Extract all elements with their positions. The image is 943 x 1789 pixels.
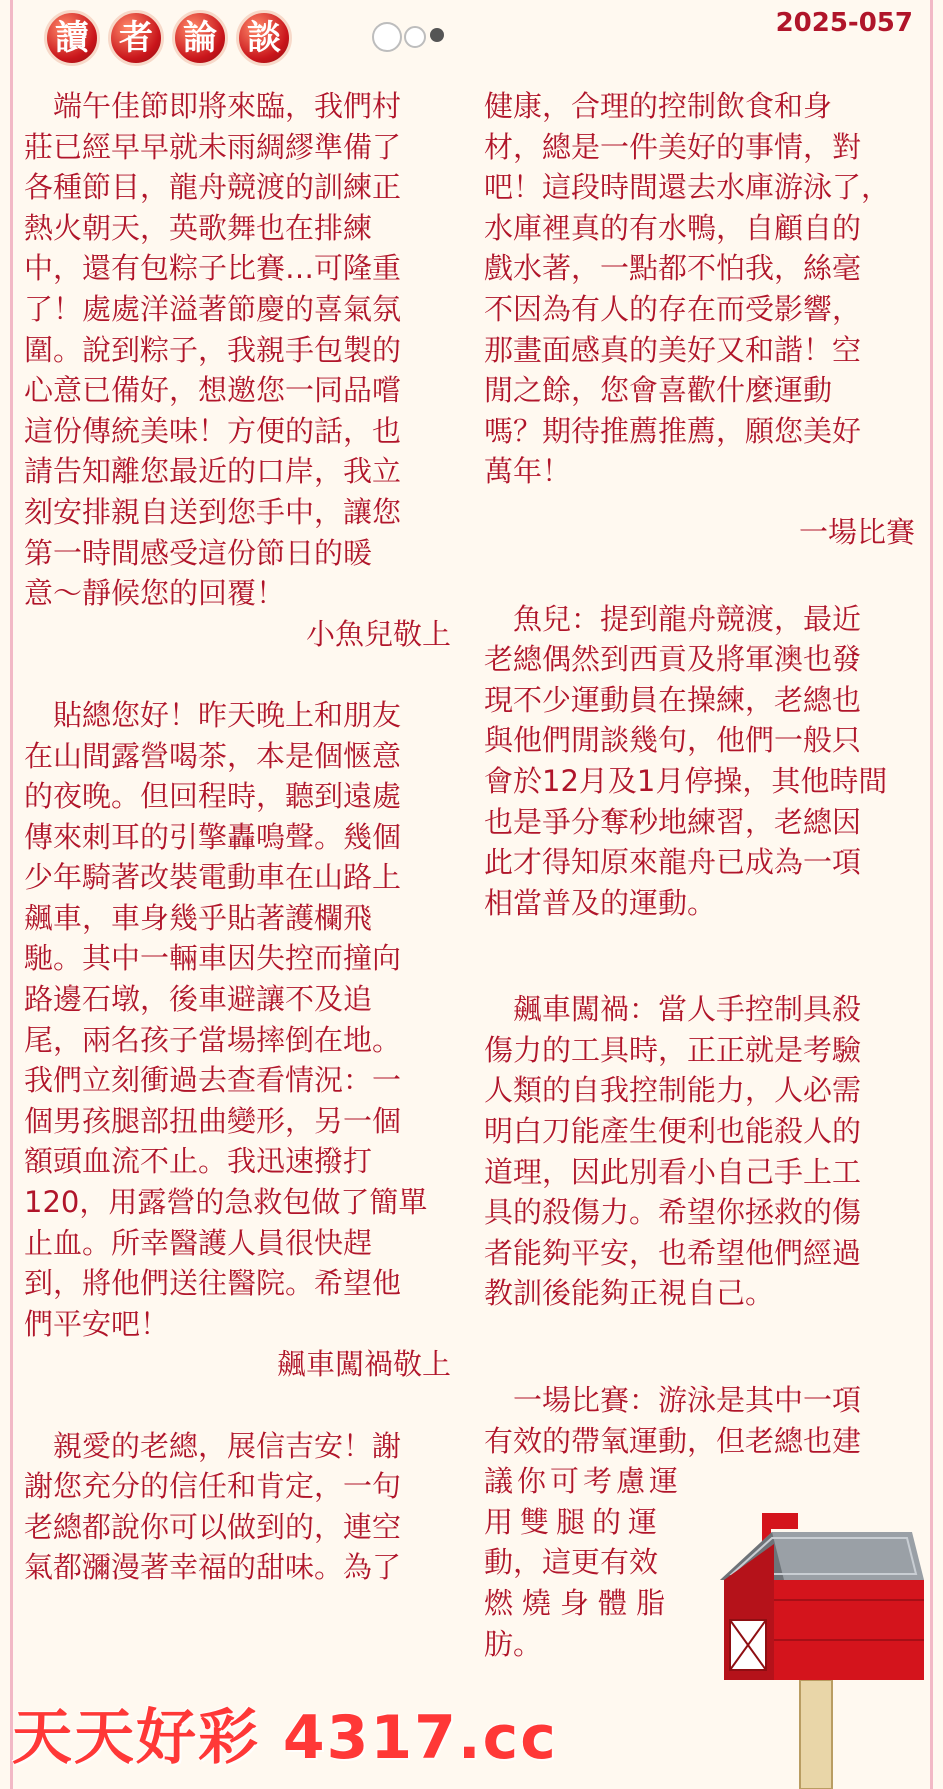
letter-line: 在山間露營喝茶，本是個愜意	[24, 738, 402, 773]
reply-line: 用雙腿的運	[484, 1504, 665, 1539]
reply-line: 動，這更有效	[484, 1545, 659, 1580]
title-char-2: 者	[108, 10, 164, 66]
reply-line: 教訓後能夠正視自己。	[484, 1276, 775, 1311]
site-watermark: 天天好彩 4317.cc	[12, 1703, 558, 1773]
letter-line: 親愛的老總，展信吉安！謝	[53, 1428, 402, 1463]
letter-line: 止血。所幸醫護人員很快趕	[24, 1225, 373, 1260]
letter-line: 的夜晚。但回程時，聽到遠處	[24, 779, 402, 814]
reply-line: 相當普及的運動。	[484, 885, 717, 920]
letter-xiaoyuer	[24, 86, 451, 654]
letter-line: 刻安排親自送到您手中，讓您	[24, 494, 402, 529]
reply-xiaoyuer	[484, 599, 915, 924]
letter-signature: 小魚兒敬上	[305, 616, 451, 651]
letter-line: 各種節目，龍舟競渡的訓練正	[24, 170, 402, 205]
letter-line: 額頭血流不止。我迅速撥打	[24, 1144, 373, 1179]
reply-line: 飆車闖禍：當人手控制具殺	[513, 992, 862, 1027]
letter-signature: 飆車闖禍敬上	[276, 1347, 451, 1382]
letter-line: 尾，兩名孩子當場摔倒在地。	[24, 1022, 402, 1057]
letter-line: 氣都瀰漫著幸福的甜味。為了	[24, 1550, 402, 1585]
reply-line: 傷力的工具時，正正就是考驗	[484, 1032, 862, 1067]
letter-line: 請告知離您最近的口岸，我立	[24, 454, 402, 489]
decor-dot-large	[372, 22, 402, 52]
letter-yichangbisai-continued	[484, 86, 915, 553]
letter-line: 謝您充分的信任和肯定，一句	[24, 1469, 402, 1504]
letter-line: 端午佳節即將來臨，我們村	[53, 89, 402, 123]
letter-line: 莊已經早早就未雨綢繆準備了	[24, 129, 402, 164]
letter-line: 水庫裡真的有水鴨，自顧自的	[484, 210, 862, 245]
reply-line: 與他們閒談幾句，他們一般只	[484, 723, 862, 758]
letter-line: 嗎？期待推薦推薦，願您美好	[484, 413, 862, 448]
reply-line: 具的殺傷力。希望你拯救的傷	[484, 1195, 862, 1230]
letter-line: 萬年！	[484, 454, 572, 489]
letter-line: 不因為有人的存在而受影響，	[484, 291, 862, 326]
letter-line: 第一時間感受這份節日的暖	[24, 535, 373, 570]
letter-line: 們平安吧！	[24, 1306, 170, 1341]
title-char-1: 讀	[44, 10, 100, 66]
letter-line: 到，將他們送往醫院。希望他	[24, 1266, 402, 1301]
letter-line: 傳來刺耳的引擎轟鳴聲。幾個	[24, 819, 402, 854]
letter-line: 飆車，車身幾乎貼著護欄飛	[24, 900, 373, 935]
reply-line: 明白刀能產生便利也能殺人的	[484, 1114, 862, 1149]
letter-line: 馳。其中一輛車因失控而撞向	[24, 941, 402, 976]
reply-line: 也是爭分奪秒地練習，老總因	[484, 804, 862, 839]
reply-line: 魚兒：提到龍舟競渡，最近	[513, 601, 862, 636]
letter-signature: 一場比賽	[798, 514, 915, 549]
letter-line: 戲水著，一點都不怕我，絲毫	[484, 251, 862, 286]
letter-line: 老總都說你可以做到的，連空	[24, 1509, 402, 1544]
reply-feiche	[484, 989, 915, 1314]
reply-line: 老總偶然到西貢及將軍澳也發	[484, 642, 862, 677]
reply-line: 一場比賽：游泳是其中一項	[513, 1383, 862, 1418]
letter-line: 少年騎著改裝電動車在山路上	[24, 860, 402, 895]
letter-line: 閒之餘，您會喜歡什麼運動	[484, 373, 833, 408]
letter-yichangbisai	[24, 1426, 451, 1588]
letter-line: 貼總您好！昨天晚上和朋友	[53, 697, 402, 732]
letter-line: 我們立刻衝過去查看情況：一	[24, 1063, 402, 1098]
letter-line: 吧！這段時間還去水庫游泳了，	[484, 170, 891, 205]
reply-narrow-block	[484, 1461, 712, 1664]
reply-line: 此才得知原來龍舟已成為一項	[484, 845, 862, 880]
letter-line: 意～靜候您的回覆！	[24, 576, 286, 611]
reply-line: 道理，因此別看小自己手上工	[484, 1154, 862, 1189]
issue-number: 2025-057	[775, 8, 913, 38]
letter-line: 120，用露營的急救包做了簡單	[24, 1185, 428, 1220]
letter-feiche	[24, 695, 451, 1385]
letter-line: 這份傳統美味！方便的話，也	[24, 413, 402, 448]
letter-line: 路邊石墩，後車避讓不及追	[24, 982, 373, 1017]
decor-dot-small	[430, 28, 444, 42]
reply-line: 肪。	[484, 1626, 543, 1661]
letter-line: 那畫面感真的美好又和諧！空	[484, 332, 862, 367]
letter-line: 材，總是一件美好的事情，對	[484, 129, 862, 164]
letter-line: 圍。說到粽子，我親手包製的	[24, 332, 402, 367]
letter-line: 熱火朝天，英歌舞也在排練	[24, 210, 373, 245]
reply-line: 人類的自我控制能力，人必需	[484, 1073, 862, 1108]
mailbox-illustration	[702, 1510, 932, 1789]
letter-line: 中，還有包粽子比賽…可隆重	[24, 251, 402, 286]
letter-line: 個男孩腿部扭曲變形，另一個	[24, 1103, 402, 1138]
letter-line: 了！處處洋溢著節慶的喜氣氛	[24, 291, 402, 326]
decor-dot-medium	[404, 26, 426, 48]
reply-line: 現不少運動員在操練，老總也	[484, 682, 862, 717]
reply-line: 議你可考慮運	[484, 1464, 683, 1499]
column-header	[0, 0, 943, 66]
letter-line: 健康，合理的控制飲食和身	[484, 89, 833, 123]
title-char-4: 談	[236, 10, 292, 66]
right-column	[484, 86, 915, 1664]
left-column	[24, 86, 451, 1588]
reply-line: 燃燒身體脂	[484, 1586, 675, 1620]
reply-line: 者能夠平安，也希望他們經過	[484, 1235, 862, 1270]
reply-line: 有效的帶氧運動，但老總也建	[484, 1423, 862, 1458]
letter-line: 心意已備好，想邀您一同品嚐	[24, 373, 402, 408]
title-char-3: 論	[172, 10, 228, 66]
reply-line: 會於12月及1月停操，其他時間	[484, 763, 888, 798]
